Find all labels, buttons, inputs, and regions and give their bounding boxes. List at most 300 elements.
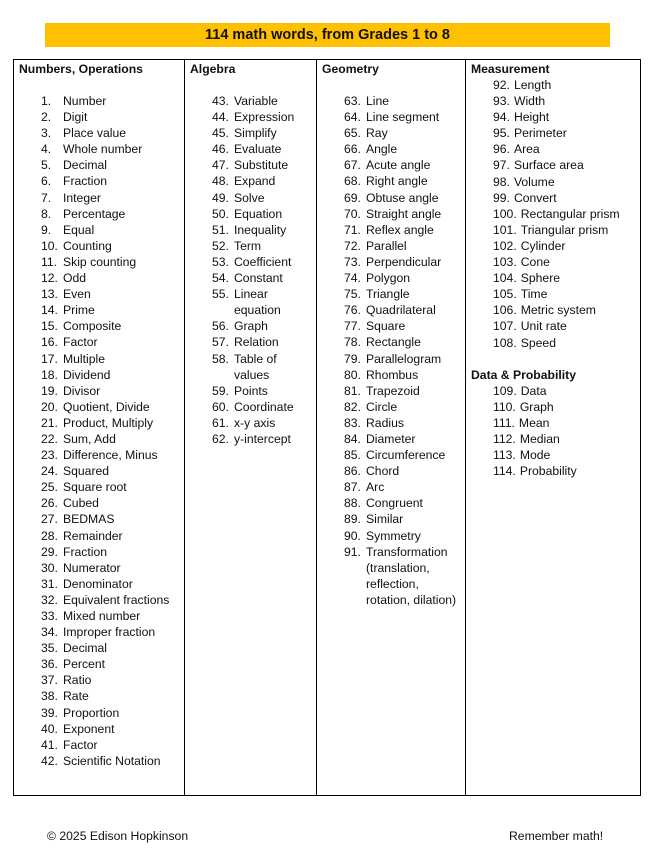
item-number: 67.: [344, 158, 361, 173]
item-term: Relation: [234, 335, 279, 350]
item-term: Ratio: [63, 673, 92, 688]
item-term: Difference, Minus: [63, 448, 158, 463]
word-list: [185, 93, 316, 447]
item-term: Denominator: [63, 576, 133, 591]
item-term: Equivalent fractions: [63, 592, 170, 607]
item-term: Graph: [234, 319, 268, 334]
item-number: 62.: [212, 431, 229, 446]
list-item: [466, 318, 640, 334]
list-item: [317, 415, 465, 431]
item-number: 84.: [344, 431, 361, 446]
item-term: Cone: [520, 255, 550, 270]
item-term: Sphere: [520, 271, 561, 286]
item-term: Length: [513, 78, 552, 92]
item-number: 105.: [493, 287, 517, 302]
list-item: [14, 656, 184, 672]
item-term: Fraction: [63, 174, 108, 189]
item-number: 4.: [41, 142, 52, 157]
item-term: y-intercept: [234, 431, 291, 446]
item-number: 44.: [212, 110, 229, 125]
item-number: 88.: [344, 496, 361, 511]
word-table: [13, 59, 641, 796]
item-term: Scientific Notation: [63, 753, 161, 768]
item-number: 103.: [493, 255, 517, 270]
item-term: Parallel: [366, 238, 407, 253]
item-number: 61.: [212, 415, 229, 430]
item-number: 96.: [493, 142, 510, 157]
list-item: [14, 286, 184, 302]
list-item: [185, 334, 316, 350]
item-term: Place value: [63, 126, 127, 141]
item-number: 41.: [41, 737, 58, 752]
list-item: [317, 286, 465, 302]
item-term: Dividend: [63, 367, 111, 382]
item-number: 112.: [493, 431, 516, 446]
item-number: 25.: [41, 480, 58, 495]
list-item: [14, 254, 184, 270]
list-item: [466, 93, 640, 109]
list-item: [14, 560, 184, 576]
item-number: 76.: [344, 303, 361, 318]
item-term: Line segment: [366, 110, 440, 125]
item-number: 94.: [493, 110, 510, 125]
item-number: 71.: [344, 222, 361, 237]
item-term: Square root: [63, 480, 127, 495]
item-term: Similar: [366, 512, 404, 527]
list-item: [14, 206, 184, 222]
item-number: 70.: [344, 206, 361, 221]
item-number: 114.: [493, 464, 516, 479]
item-number: 77.: [344, 319, 361, 334]
item-term: Rate: [63, 689, 89, 704]
item-term: Square: [366, 319, 406, 334]
list-item: [14, 511, 184, 527]
item-term: Triangle: [366, 287, 410, 302]
item-term: Composite: [63, 319, 122, 334]
item-term: Rhombus: [366, 367, 419, 382]
item-term: Fraction: [63, 544, 108, 559]
word-list: [317, 93, 465, 608]
item-term: Exponent: [63, 721, 115, 736]
item-number: 78.: [344, 335, 361, 350]
list-item: [317, 463, 465, 479]
item-term: Whole number: [63, 142, 143, 157]
item-number: 19.: [41, 383, 58, 398]
list-item: [317, 141, 465, 157]
item-number: 52.: [212, 238, 229, 253]
item-number: 38.: [41, 689, 58, 704]
item-term: Squared: [63, 464, 110, 479]
item-term: Decimal: [63, 158, 108, 173]
list-item: [14, 109, 184, 125]
list-item: [185, 270, 316, 286]
item-term: Quotient, Divide: [63, 399, 150, 414]
item-number: 5.: [41, 158, 52, 173]
item-term: Linear equation: [234, 287, 281, 318]
item-number: 28.: [41, 528, 58, 543]
list-item: [466, 286, 640, 302]
item-term: Straight angle: [366, 206, 442, 221]
item-term: Time: [520, 287, 548, 302]
item-number: 91.: [344, 544, 361, 559]
item-term: Equal: [63, 222, 95, 237]
list-item: [185, 93, 316, 109]
item-number: 9.: [41, 222, 52, 237]
item-number: 39.: [41, 705, 58, 720]
list-item: [466, 399, 640, 415]
list-item: [185, 109, 316, 125]
item-term: Percentage: [63, 206, 126, 221]
list-item: [317, 222, 465, 238]
list-item: [466, 109, 640, 125]
item-number: 54.: [212, 271, 229, 286]
item-number: 10.: [41, 238, 58, 253]
column-algebra: [184, 60, 316, 795]
list-item: [317, 173, 465, 189]
item-term: Ray: [366, 126, 388, 141]
item-number: 110.: [493, 399, 516, 414]
column-measurement: [465, 60, 640, 795]
item-number: 86.: [344, 464, 361, 479]
item-number: 3.: [41, 126, 52, 141]
list-item: [185, 173, 316, 189]
item-term: Circumference: [366, 448, 446, 463]
list-item: [14, 447, 184, 463]
list-item: [317, 238, 465, 254]
column-geometry: [316, 60, 465, 795]
list-item: [466, 222, 640, 238]
list-item: [317, 511, 465, 527]
item-term: Convert: [513, 190, 557, 205]
item-number: 1.: [41, 94, 52, 108]
list-item: [317, 544, 465, 608]
item-term: Integer: [63, 190, 101, 205]
list-item: [466, 238, 640, 254]
list-item: [185, 415, 316, 431]
list-item: [185, 190, 316, 206]
item-number: 24.: [41, 464, 58, 479]
list-item: [185, 125, 316, 141]
item-number: 72.: [344, 238, 361, 253]
item-term: Metric system: [520, 303, 596, 318]
item-number: 92.: [493, 78, 510, 92]
list-item: [185, 286, 316, 318]
list-item: [14, 431, 184, 447]
list-item: [14, 222, 184, 238]
item-term: Congruent: [366, 496, 423, 511]
item-number: 104.: [493, 271, 517, 286]
list-item: [317, 367, 465, 383]
list-item: [317, 495, 465, 511]
item-term: Radius: [366, 415, 404, 430]
item-term: Acute angle: [366, 158, 431, 173]
item-term: Perpendicular: [366, 254, 442, 269]
item-term: Graph: [519, 399, 554, 414]
item-term: Solve: [234, 190, 265, 205]
item-term: Mode: [519, 447, 551, 462]
item-term: x-y axis: [234, 415, 276, 430]
list-item: [14, 383, 184, 399]
list-item: [466, 463, 640, 479]
list-item: [14, 624, 184, 640]
list-item: [317, 399, 465, 415]
item-term: Counting: [63, 238, 112, 253]
item-number: 43.: [212, 94, 229, 108]
list-item: [466, 141, 640, 157]
item-number: 79.: [344, 351, 361, 366]
item-number: 58.: [212, 351, 229, 366]
item-term: Product, Multiply: [63, 415, 154, 430]
item-term: Rectangular prism: [520, 206, 620, 221]
item-term: Angle: [366, 142, 398, 157]
item-term: Unit rate: [520, 319, 567, 334]
list-item: [317, 206, 465, 222]
item-term: Circle: [366, 399, 398, 414]
item-term: Substitute: [234, 158, 289, 173]
item-term: Mean: [518, 415, 550, 430]
item-term: Multiple: [63, 351, 105, 366]
list-item: [14, 367, 184, 383]
item-term: Triangular prism: [520, 222, 609, 237]
list-item: [185, 399, 316, 415]
list-item: [466, 190, 640, 206]
word-list: [466, 383, 640, 480]
item-number: 93.: [493, 94, 510, 109]
list-item: [317, 302, 465, 318]
item-term: Coordinate: [234, 399, 294, 414]
item-number: 37.: [41, 673, 58, 688]
item-term: Surface area: [513, 158, 584, 173]
item-number: 8.: [41, 206, 52, 221]
footer-tagline: Remember math!: [509, 829, 604, 843]
item-term: Coefficient: [234, 254, 292, 269]
item-number: 15.: [41, 319, 58, 334]
item-term: Reflex angle: [366, 222, 434, 237]
item-number: 30.: [41, 560, 58, 575]
list-item: [466, 206, 640, 222]
item-term: Right angle: [366, 174, 428, 189]
list-item: [14, 302, 184, 318]
item-term: Quadrilateral: [366, 303, 436, 318]
item-number: 45.: [212, 126, 229, 141]
item-term: Evaluate: [234, 142, 282, 157]
list-item: [466, 254, 640, 270]
list-item: [185, 141, 316, 157]
item-term: Proportion: [63, 705, 120, 720]
list-item: [14, 157, 184, 173]
item-term: Parallelogram: [366, 351, 442, 366]
list-item: [317, 528, 465, 544]
item-number: 108.: [493, 335, 517, 350]
list-item: [14, 737, 184, 753]
item-term: Data: [520, 383, 547, 398]
item-term: Mixed number: [63, 609, 141, 623]
column-heading: Measurement: [471, 62, 550, 76]
list-item: [14, 688, 184, 704]
item-term: Odd: [63, 271, 87, 286]
item-term: Equation: [234, 206, 283, 221]
list-item: [14, 318, 184, 334]
list-item: [317, 351, 465, 367]
item-term: Probability: [519, 464, 577, 479]
item-number: 82.: [344, 399, 361, 414]
item-number: 113.: [493, 447, 516, 462]
item-number: 99.: [493, 190, 510, 205]
list-item: [185, 206, 316, 222]
list-item: [185, 222, 316, 238]
item-number: 64.: [344, 110, 361, 125]
list-item: [14, 721, 184, 737]
list-item: [317, 93, 465, 109]
item-term: Perimeter: [513, 126, 567, 141]
item-number: 33.: [41, 609, 58, 623]
list-item: [14, 173, 184, 189]
list-item: [317, 157, 465, 173]
list-item: [466, 270, 640, 286]
item-number: 83.: [344, 415, 361, 430]
item-number: 50.: [212, 206, 229, 221]
list-item: [14, 93, 184, 109]
item-number: 102.: [493, 238, 517, 253]
list-item: [14, 495, 184, 511]
item-number: 26.: [41, 496, 58, 511]
item-number: 89.: [344, 512, 361, 527]
item-term: Decimal: [63, 641, 108, 656]
item-number: 81.: [344, 383, 361, 398]
item-number: 80.: [344, 367, 361, 382]
item-number: 90.: [344, 528, 361, 543]
list-item: [317, 109, 465, 125]
item-term: Line: [366, 94, 390, 108]
item-number: 7.: [41, 190, 52, 205]
item-term: Width: [513, 94, 546, 109]
item-number: 69.: [344, 190, 361, 205]
item-number: 55.: [212, 287, 229, 302]
list-item: [14, 399, 184, 415]
column-heading: Numbers, Operations: [19, 62, 143, 76]
item-term: Inequality: [234, 222, 287, 237]
list-item: [185, 157, 316, 173]
item-number: 59.: [212, 383, 229, 398]
item-number: 87.: [344, 480, 361, 495]
item-number: 31.: [41, 576, 58, 591]
page-title: 114 math words, from Grades 1 to 8: [45, 23, 610, 47]
item-term: Rectangle: [366, 335, 421, 350]
item-number: 53.: [212, 254, 229, 269]
item-term: Number: [63, 94, 107, 108]
list-item: [14, 640, 184, 656]
item-number: 46.: [212, 142, 229, 157]
list-item: [14, 592, 184, 608]
list-item: [185, 318, 316, 334]
item-number: 97.: [493, 158, 510, 173]
item-term: Divisor: [63, 383, 101, 398]
item-number: 109.: [493, 383, 517, 398]
item-term: Speed: [520, 335, 556, 350]
item-number: 12.: [41, 271, 58, 286]
item-number: 23.: [41, 448, 58, 463]
item-number: 2.: [41, 110, 52, 125]
item-number: 40.: [41, 721, 58, 736]
item-term: Volume: [513, 174, 555, 189]
list-item: [317, 431, 465, 447]
list-item: [14, 528, 184, 544]
item-number: 60.: [212, 399, 229, 414]
item-number: 20.: [41, 399, 58, 414]
list-item: [14, 334, 184, 350]
item-number: 14.: [41, 303, 58, 318]
list-item: [317, 383, 465, 399]
item-number: 36.: [41, 657, 58, 672]
list-item: [14, 544, 184, 560]
item-number: 35.: [41, 641, 58, 656]
list-item: [14, 608, 184, 624]
list-item: [14, 238, 184, 254]
item-term: Even: [63, 287, 91, 302]
item-term: Polygon: [366, 271, 411, 286]
list-item: [14, 753, 184, 769]
item-number: 6.: [41, 174, 52, 189]
item-number: 111.: [493, 415, 515, 430]
item-number: 68.: [344, 174, 361, 189]
list-item: [14, 141, 184, 157]
item-term: Table of values: [234, 351, 277, 382]
list-item: [185, 383, 316, 399]
list-item: [14, 463, 184, 479]
list-item: [466, 125, 640, 141]
list-item: [14, 705, 184, 721]
item-term: Factor: [63, 335, 98, 350]
list-item: [14, 672, 184, 688]
list-item: [317, 190, 465, 206]
item-number: 98.: [493, 174, 510, 189]
item-term: Area: [513, 142, 540, 157]
item-number: 32.: [41, 592, 58, 607]
column-numbers-operations: [14, 60, 184, 795]
item-number: 18.: [41, 367, 58, 382]
item-term: Cylinder: [520, 238, 566, 253]
item-term: Cubed: [63, 496, 99, 511]
list-item: [317, 125, 465, 141]
list-item: [466, 383, 640, 399]
list-item: [317, 270, 465, 286]
list-item: [466, 77, 640, 93]
list-item: [317, 479, 465, 495]
item-number: 100.: [493, 206, 517, 221]
item-number: 16.: [41, 335, 58, 350]
footer-copyright: © 2025 Edison Hopkinson: [47, 829, 189, 843]
item-number: 42.: [41, 753, 58, 768]
list-item: [14, 351, 184, 367]
list-item: [317, 334, 465, 350]
item-term: Prime: [63, 303, 95, 318]
item-number: 29.: [41, 544, 58, 559]
item-number: 63.: [344, 94, 361, 108]
item-number: 13.: [41, 287, 58, 302]
item-number: 27.: [41, 512, 58, 527]
item-number: 47.: [212, 158, 229, 173]
list-item: [317, 254, 465, 270]
item-term: Digit: [63, 110, 88, 125]
item-number: 73.: [344, 254, 361, 269]
item-number: 101.: [493, 222, 517, 237]
item-number: 48.: [212, 174, 229, 189]
item-term: Transformation (translation, reflection, rotation, dilation): [366, 544, 457, 607]
item-term: Sum, Add: [63, 431, 116, 446]
item-term: Percent: [63, 657, 106, 672]
item-number: 11.: [41, 254, 58, 269]
item-term: Remainder: [63, 528, 123, 543]
